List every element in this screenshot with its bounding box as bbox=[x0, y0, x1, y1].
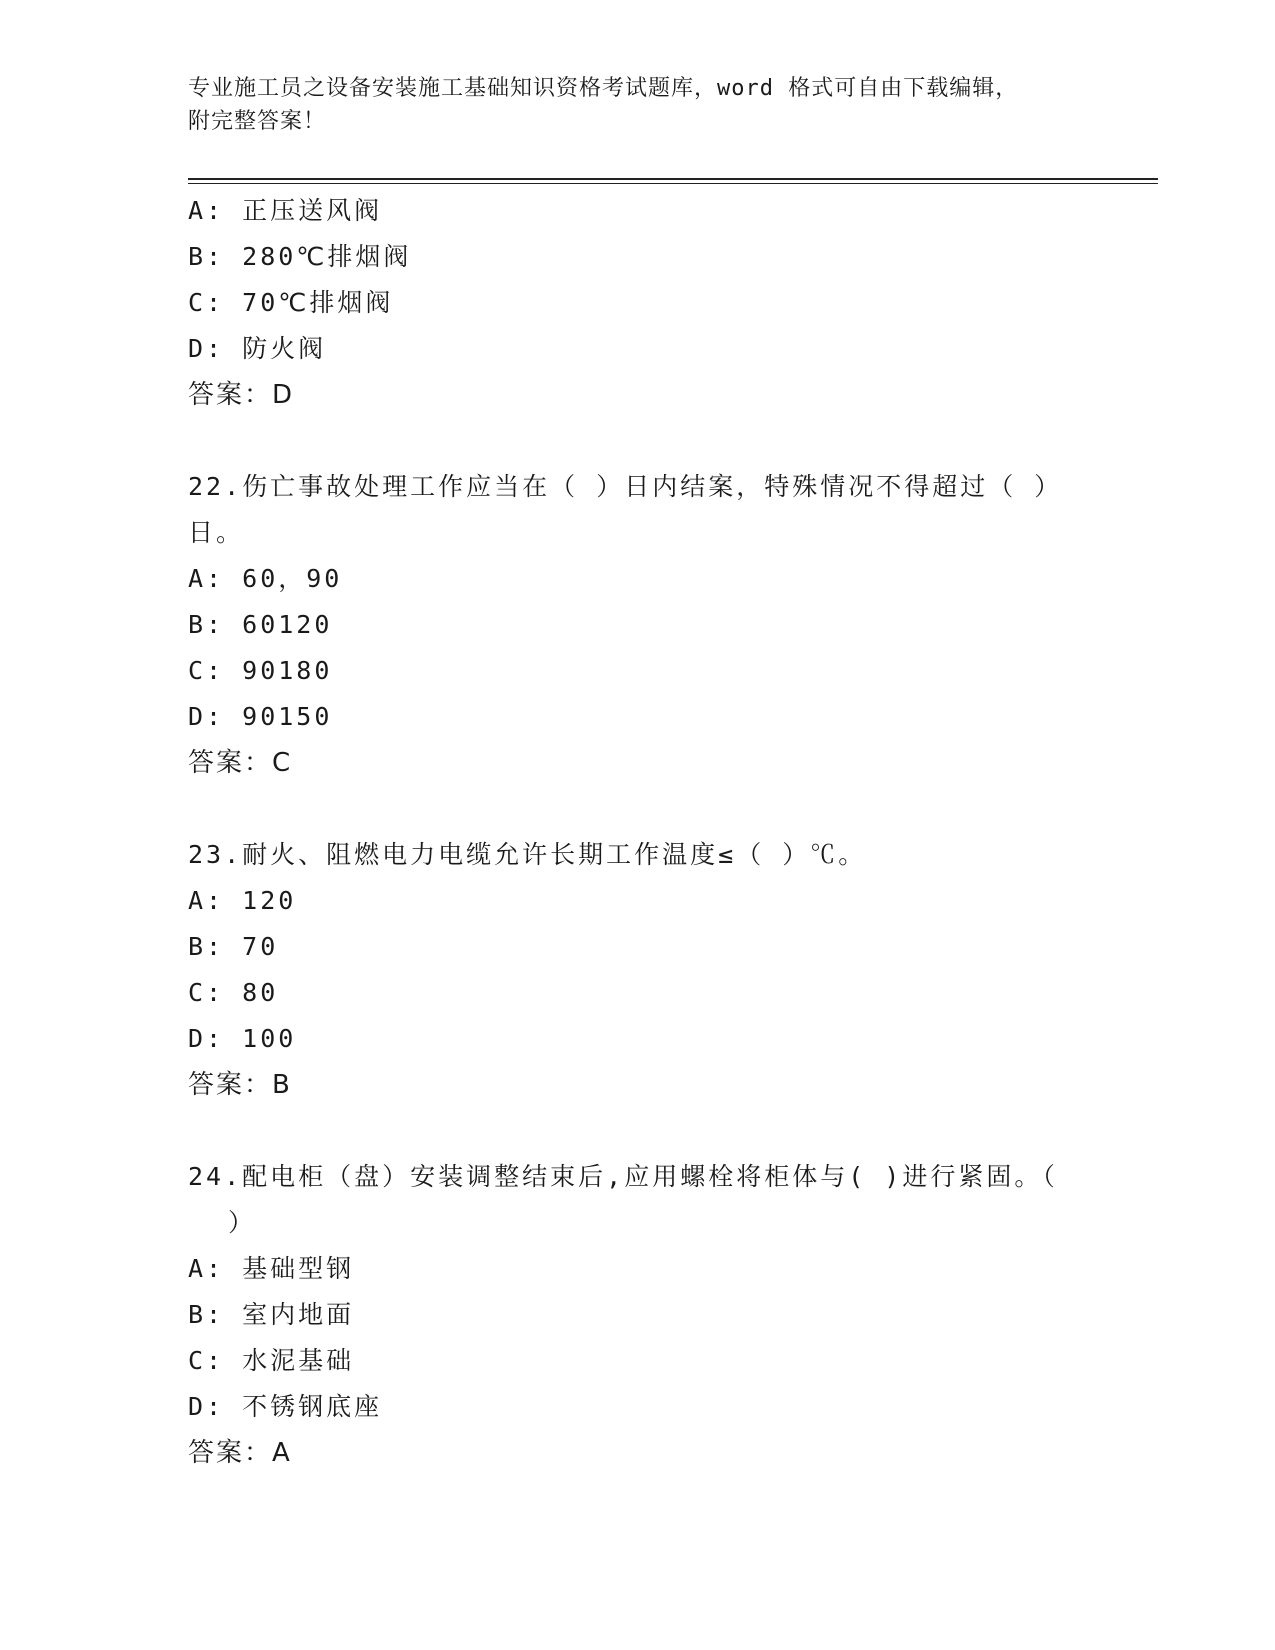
option-d: D: 防火阀 bbox=[188, 334, 327, 363]
question-text-continued: 日。 bbox=[188, 518, 245, 547]
option-d: D: 不锈钢底座 bbox=[188, 1392, 383, 1421]
answer-text: 答案：A bbox=[188, 1438, 292, 1468]
document-header bbox=[188, 72, 1088, 138]
header-divider bbox=[188, 178, 1158, 180]
spacer bbox=[188, 1108, 1088, 1154]
document-page bbox=[188, 0, 1158, 1650]
option-d: D: 90150 bbox=[188, 702, 333, 731]
question-22 bbox=[188, 464, 1088, 786]
question-21 bbox=[188, 188, 1088, 418]
option-d: D: 100 bbox=[188, 1024, 297, 1053]
option-b: B: 280℃排烟阀 bbox=[188, 242, 412, 271]
question-text: 22.伤亡事故处理工作应当在（ ）日内结案，特殊情况不得超过（ ） bbox=[188, 472, 1063, 501]
option-b: B: 70 bbox=[188, 932, 279, 961]
header-divider-thin bbox=[188, 183, 1158, 184]
spacer bbox=[188, 418, 1088, 464]
question-text: 23.耐火、阻燃电力电缆允许长期工作温度≤（ ）℃。 bbox=[188, 840, 867, 869]
option-c: C: 80 bbox=[188, 978, 279, 1007]
option-c: C: 水泥基础 bbox=[188, 1346, 355, 1375]
option-a: A: 60，90 bbox=[188, 564, 343, 593]
option-c: C: 70℃排烟阀 bbox=[188, 288, 394, 317]
spacer bbox=[188, 786, 1088, 832]
option-b: B: 60120 bbox=[188, 610, 333, 639]
question-23 bbox=[188, 832, 1088, 1108]
question-list bbox=[188, 188, 1088, 1476]
option-a: A: 120 bbox=[188, 886, 297, 915]
option-c: C: 90180 bbox=[188, 656, 333, 685]
header-title-line2: 附完整答案！ bbox=[188, 109, 327, 134]
answer-text: 答案：D bbox=[188, 380, 295, 410]
option-a: A: 基础型钢 bbox=[188, 1254, 355, 1283]
option-b: B: 室内地面 bbox=[188, 1300, 355, 1329]
question-text: 24.配电柜（盘）安装调整结束后,应用螺栓将柜体与( )进行紧固。（ bbox=[188, 1162, 1058, 1191]
question-24 bbox=[188, 1154, 1088, 1476]
answer-text: 答案：B bbox=[188, 1070, 292, 1100]
answer-text: 答案：C bbox=[188, 748, 293, 778]
option-a: A: 正压送风阀 bbox=[188, 196, 383, 225]
header-title-line1: 专业施工员之设备安装施工基础知识资格考试题库，word 格式可自由下载编辑， bbox=[188, 76, 1019, 101]
question-text-continued: ） bbox=[228, 1208, 257, 1237]
